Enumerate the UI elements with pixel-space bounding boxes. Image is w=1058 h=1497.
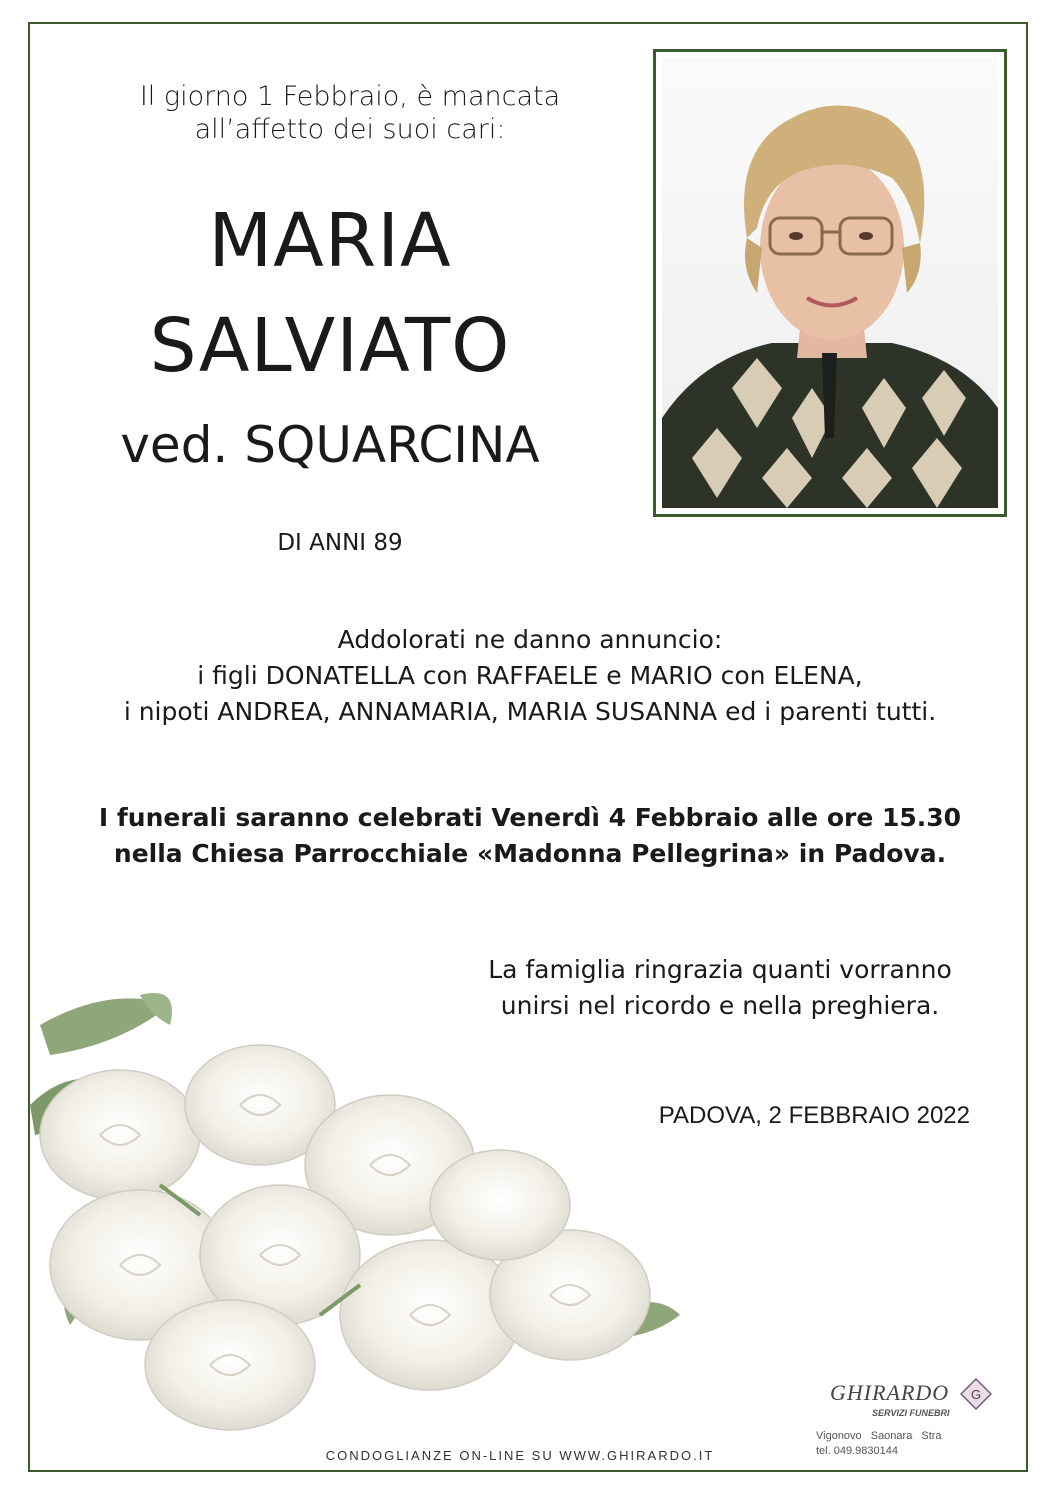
deceased-first-name: MARIA bbox=[208, 198, 452, 284]
portrait-frame bbox=[653, 49, 1007, 517]
place-date: PADOVA, 2 FEBBRAIO 2022 bbox=[658, 1102, 970, 1129]
online-condolences-footer: CONDOGLIANZE ON-LINE SU WWW.GHIRARDO.IT bbox=[325, 1448, 715, 1463]
deceased-last-name: SALVIATO bbox=[149, 303, 511, 389]
intro-text bbox=[90, 80, 610, 146]
thanks-line-1: La famiglia ringrazia quanti vorranno bbox=[488, 955, 952, 984]
announcement bbox=[60, 622, 1000, 730]
portrait-illustration bbox=[662, 58, 998, 508]
deceased-widow-of: ved. SQUARCINA bbox=[120, 416, 540, 474]
announcement-line-1: Addolorati ne danno annuncio: bbox=[337, 625, 723, 654]
announcement-line-3: i nipoti ANDREA, ANNAMARIA, MARIA SUSANNA ed i parenti tutti. bbox=[123, 697, 937, 726]
white-roses-image bbox=[30, 985, 690, 1455]
logo-name: GHIRARDO bbox=[830, 1380, 950, 1405]
deceased-age: DI ANNI 89 bbox=[277, 530, 403, 556]
svg-text:G: G bbox=[970, 1387, 982, 1402]
funeral-line-2: nella Chiesa Parrocchiale «Madonna Pellegrina» in Padova. bbox=[113, 839, 947, 868]
intro-line-1: Il giorno 1 Febbraio, è mancata bbox=[139, 81, 561, 112]
announcement-line-2: i figli DONATELLA con RAFFAELE e MARIO con ELENA, bbox=[197, 661, 863, 690]
logo-diamond-icon bbox=[960, 1378, 992, 1410]
funeral-details bbox=[40, 800, 1020, 872]
thanks-line-2: unirsi nel ricordo e nella preghiera. bbox=[500, 991, 940, 1020]
funeral-home-logo bbox=[810, 1378, 1010, 1468]
intro-line-2: all’affetto dei suoi cari: bbox=[194, 114, 506, 145]
funeral-line-1: I funerali saranno celebrati Venerdì 4 Febbraio alle ore 15.30 bbox=[98, 803, 962, 832]
logo-phone: tel. 049.9830144 bbox=[816, 1445, 898, 1457]
logo-subtitle: SERVIZI FUNEBRI bbox=[872, 1408, 950, 1418]
logo-places: Vigonovo Saonara Stra bbox=[816, 1430, 942, 1442]
portrait-photo bbox=[662, 58, 998, 508]
